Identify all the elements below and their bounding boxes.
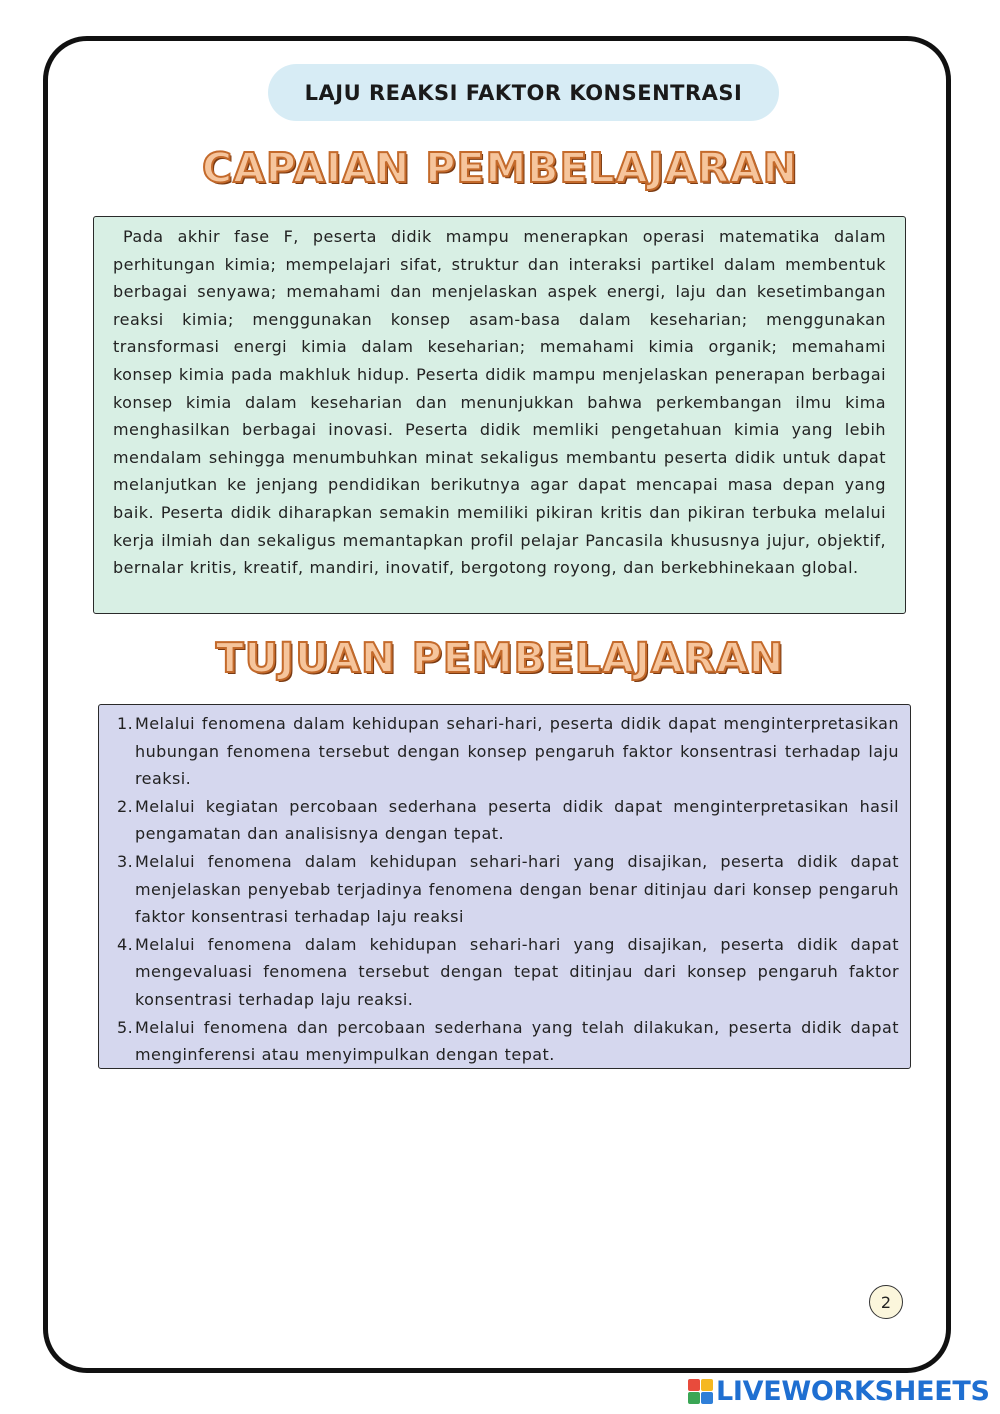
list-item: [114, 1014, 899, 1069]
list-item-number: 1.: [117, 714, 134, 733]
tujuan-box: [98, 704, 911, 1069]
list-item-text: Melalui fenomena dalam kehidupan sehari-hari yang disajikan, peserta didik dapat menjelaskan penyebab terjadinya fenomena dengan benar ditinjau dari konsep pengaruh faktor konsentrasi terhadap laju reaksi: [135, 851, 899, 927]
list-item-number: 4.: [117, 934, 134, 954]
list-item: [114, 710, 899, 793]
list-item-number: 3.: [117, 851, 134, 871]
list-item-number: 5.: [117, 1017, 134, 1037]
list-item-text: Melalui fenomena dalam kehidupan sehari-hari, peserta didik dapat menginterpretasikan hubungan fenomena tersebut dengan konsep pengaruh faktor konsentrasi terhadap laju reaksi.: [135, 714, 899, 789]
list-item: [114, 848, 899, 931]
logo-square-yellow: [701, 1379, 713, 1391]
page-number: 2: [869, 1285, 903, 1319]
liveworksheets-watermark[interactable]: [688, 1374, 990, 1408]
logo-square-green: [688, 1392, 700, 1404]
page-title: LAJU REAKSI FAKTOR KONSENTRASI: [268, 64, 779, 121]
logo-square-blue: [701, 1392, 713, 1404]
list-item-text: Melalui kegiatan percobaan sederhana peserta didik dapat menginterpretasikan hasil pengamatan dan analisisnya dengan tepat.: [135, 796, 899, 844]
list-item: [114, 793, 899, 848]
logo-square-red: [688, 1379, 700, 1391]
list-item-text: Melalui fenomena dan percobaan sederhana yang telah dilakukan, peserta didik dapat menginferensi atau menyimpulkan dengan tepat.: [135, 1017, 899, 1065]
list-item-number: 2.: [117, 796, 134, 816]
capaian-paragraph: Pada akhir fase F, peserta didik mampu menerapkan operasi matematika dalam perhitungan kimia; mempelajari sifat, struktur dan interaksi partikel dalam membentuk berbagai senyawa; memahami dan menjelaskan aspek energi, laju dan kesetimbangan reaksi kimia; menggunakan konsep asam-basa dalam keseharian; menggunakan transformasi energi kimia dalam keseharian; memahami kimia organik; memahami konsep kimia pada makhluk hidup. Peserta didik mampu menjelaskan penerapan berbagai konsep kimia dalam keseharian dan menunjukkan bahwa perkembangan ilmu kima menghasilkan berbagai inovasi. Peserta didik memliki pengetahuan kimia yang lebih mendalam sehingga menumbuhkan minat sekaligus membantu peserta didik untuk dapat melanjutkan ke jenjang pendidikan berikutnya agar dapat mencapai masa depan yang baik. Peserta didik diharapkan semakin memiliki pikiran kritis dan pikiran terbuka melalui kerja ilmiah dan sekaligus memantapkan profil pelajar Pancasila khususnya jujur, objektif, bernalar kritis, kreatif, mandiri, inovatif, bergotong royong, dan berkebhinekaan global.: [113, 227, 886, 578]
capaian-box: [93, 216, 906, 614]
list-item-text: Melalui fenomena dalam kehidupan sehari-hari yang disajikan, peserta didik dapat mengevaluasi fenomena tersebut dengan tepat ditinjau dari konsep pengaruh faktor konsentrasi terhadap laju reaksi.: [135, 934, 899, 1009]
list-item: [114, 931, 899, 1014]
capaian-heading: CAPAIAN PEMBELAJARAN: [202, 144, 798, 192]
watermark-text: LIVEWORKSHEETS: [716, 1375, 990, 1407]
tujuan-heading: TUJUAN PEMBELAJARAN: [215, 634, 785, 682]
tujuan-list: [114, 710, 899, 1069]
liveworksheets-logo-icon: [688, 1379, 713, 1404]
